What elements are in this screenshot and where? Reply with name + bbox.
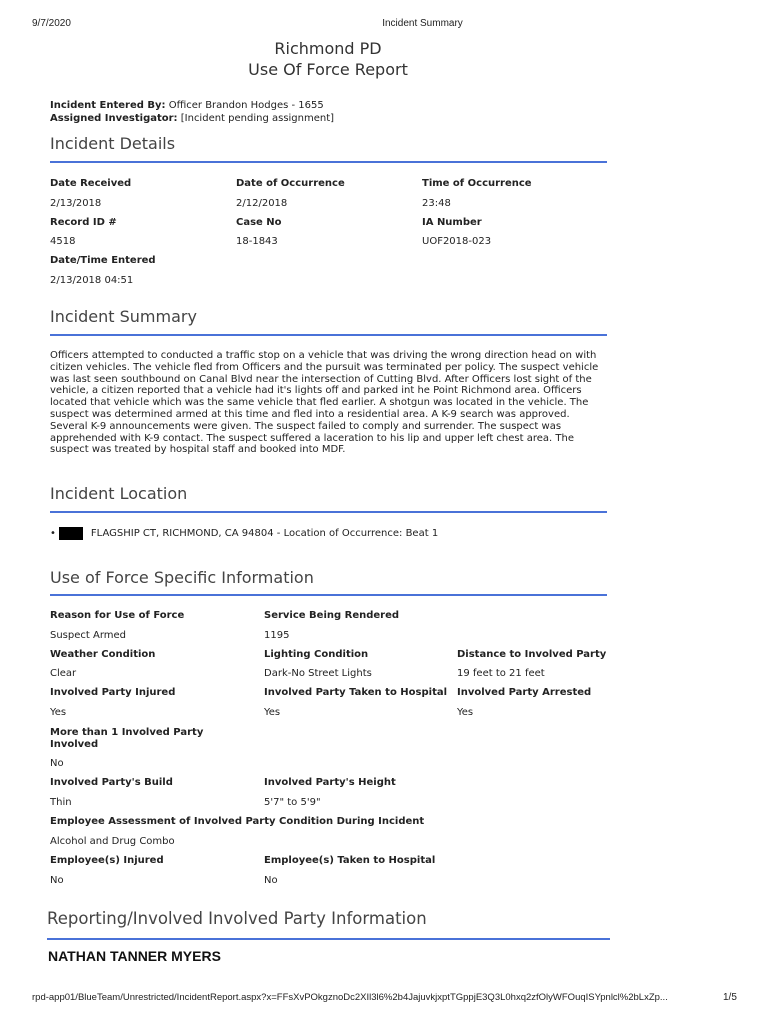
field-value: 19 feet to 21 feet [457, 668, 545, 679]
field-value: 2/13/2018 04:51 [50, 275, 134, 286]
print-title: Incident Summary [382, 18, 463, 29]
field-value: No [50, 758, 64, 769]
summary-line: apprehended with K-9 contact. The suspect suffered a laceration to his lip and upper left chest area. The [50, 432, 574, 444]
section-use-of-force: Use of Force Specific Information [50, 568, 314, 587]
field-value: No [50, 875, 64, 886]
entered-by-label: Incident Entered By: [50, 100, 166, 111]
field-label: Service Being Rendered [264, 610, 400, 621]
divider [50, 334, 607, 336]
section-incident-summary: Incident Summary [50, 307, 197, 326]
field-label: Date Received [50, 178, 132, 189]
field-value: Yes [50, 707, 67, 718]
field-value: 18-1843 [236, 236, 278, 247]
field-label: Date of Occurrence [236, 178, 345, 189]
report-agency: Richmond PD [274, 39, 382, 58]
field-label: Involved Party Injured [50, 687, 176, 698]
field-value: 1195 [264, 630, 290, 641]
summary-line: Officers attempted to conducted a traffic stop on a vehicle that was driving the wrong direction head on with [50, 350, 597, 361]
redaction-block [59, 527, 83, 540]
divider [50, 511, 607, 513]
field-value: Yes [264, 707, 281, 718]
field-label: Involved Party's Build [50, 777, 173, 788]
field-label: Involved Party's Height [264, 777, 396, 788]
field-value: Clear [50, 668, 77, 679]
page-number: 1/5 [723, 992, 737, 1003]
field-value: 4518 [50, 236, 76, 247]
divider [50, 594, 607, 596]
field-value: 23:48 [422, 198, 451, 209]
summary-line: located that vehicle which was the same vehicle that fled earlier. A shotgun was located in the vehicle. The [50, 397, 589, 409]
field-label: Employee(s) Taken to Hospital [264, 855, 436, 866]
field-value: 2/13/2018 [50, 198, 102, 209]
field-value: Dark-No Street Lights [264, 668, 372, 679]
field-value: Alcohol and Drug Combo [50, 836, 175, 847]
field-label: Record ID # [50, 217, 117, 228]
field-label: Involved Party Arrested [457, 687, 592, 698]
field-label: Lighting Condition [264, 649, 369, 660]
field-value: 5'7" to 5'9" [264, 797, 321, 808]
field-label: IA Number [422, 217, 482, 228]
field-value: Thin [50, 797, 72, 808]
section-incident-location: Incident Location [50, 484, 188, 503]
investigator-value: [Incident pending assignment] [180, 113, 335, 124]
location-item [50, 527, 438, 540]
field-label-cont: Involved [50, 739, 99, 750]
field-value: Suspect Armed [50, 630, 127, 641]
section-incident-details: Incident Details [50, 134, 176, 153]
field-label: More than 1 Involved Party [50, 727, 204, 738]
divider [47, 938, 610, 940]
summary-line: suspect was treated by hospital staff and booked into MDF. [50, 444, 346, 456]
field-label: Employee(s) Injured [50, 855, 164, 866]
field-label: Reason for Use of Force [50, 610, 185, 621]
report-title: Use Of Force Report [248, 60, 408, 79]
field-value: 2/12/2018 [236, 198, 288, 209]
print-url: rpd-app01/BlueTeam/Unrestricted/IncidentReport.aspx?x=FFsXvPOkgznoDc2XIl3l6%2b4JajuvkjxptTGppjE3Q3L0hxq2zfOlyWFOuqISYpnlcl%2bLxZp... [32, 992, 668, 1003]
field-label: Case No [236, 217, 282, 228]
field-label: Employee Assessment of Involved Party Condition During Incident [50, 816, 425, 827]
field-value: UOF2018-023 [422, 236, 492, 247]
bullet-icon: • [50, 528, 56, 539]
investigator-label: Assigned Investigator: [50, 113, 178, 124]
summary-text [50, 350, 610, 456]
summary-line: Several K-9 announcements were given. The suspect failed to comply and surrender. The suspect was [50, 420, 562, 432]
field-value: Yes [457, 707, 474, 718]
print-date: 9/7/2020 [32, 18, 71, 29]
involved-party-name: NATHAN TANNER MYERS [48, 948, 221, 964]
field-label: Time of Occurrence [422, 178, 532, 189]
field-label: Involved Party Taken to Hospital [264, 687, 448, 698]
field-label: Date/Time Entered [50, 255, 156, 266]
field-label: Weather Condition [50, 649, 156, 660]
summary-line: suspect was determined armed at this time and fled into a residential area. A K-9 search was approved. [50, 408, 570, 420]
field-value: No [264, 875, 278, 886]
summary-line: citizen vehicles. The vehicle fled from Officers and the pursuit was terminated per policy. The suspect vehicle [50, 361, 599, 373]
location-text: FLAGSHIP CT, RICHMOND, CA 94804 - Location of Occurrence: Beat 1 [90, 528, 439, 539]
field-label: Distance to Involved Party [457, 649, 607, 660]
divider [50, 161, 607, 163]
section-involved-party: Reporting/Involved Involved Party Information [47, 909, 427, 928]
entered-by-value: Officer Brandon Hodges - 1655 [168, 100, 324, 111]
summary-line: was last seen southbound on Canal Blvd near the intersection of Cutting Blvd. After Officers lost sight of the [50, 373, 592, 385]
summary-line: vehicle, a citizen reported that a vehicle had it's lights off and parked int he Point Richmond area. Officers [50, 385, 582, 397]
